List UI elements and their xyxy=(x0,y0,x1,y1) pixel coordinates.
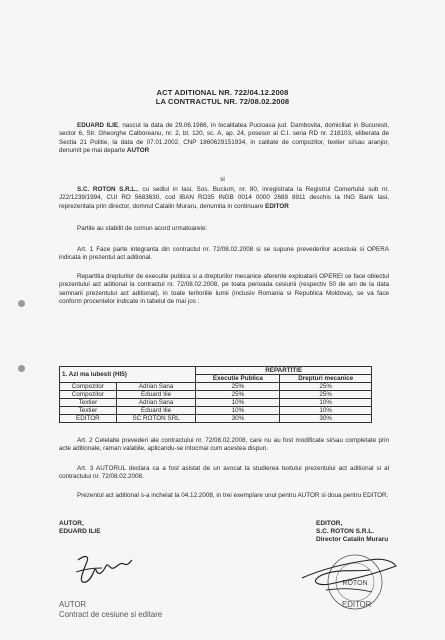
row-role: Textier xyxy=(60,399,117,407)
distribution-paragraph: Repartitia drepturilor de executie publica si a drepturilor mecanice aferente exploatarii OPEREI ce face obiectul prezentului act aditional la contractul nr. 72/08.02.2008, pe toata perioada cesiunii (respectiv 50 de ani de la data semnarii prezentului act aditional), in toate teritoriile lumii (inclusiv Romania si Republica Moldova), se va face conform procentelor indicate in tabelul de mai jos : xyxy=(59,273,389,305)
author-name: EDUARD ILIE xyxy=(77,122,119,129)
row-mech: 10% xyxy=(280,399,372,407)
document-subtitle: LA CONTRACTUL NR. 72/08.02.2008 xyxy=(155,97,290,106)
author-details: , nascut la data de 29.06.1986, in localitatea Pucioasa jud. Dambovita, domiciliat in Bucuresti, sector 6, Str. Gheorghe Calboreanu, nr. 2, bl. 120, sc. A, ap. 24, posesor al C.I. seria RD nr. 218103, eliberata de Sectia 21 Politie, la data de 07.01.2002, CNP 1860629151934, in calitate de compozitor, textier si/sau aranjor, denumit pe mai departe xyxy=(59,122,390,154)
row-mech: 30% xyxy=(280,415,372,423)
row-name: SC ROTON SRL xyxy=(116,415,196,423)
agreement-line: Partile au stabilit de comun acord urmatoarele: xyxy=(77,225,208,232)
row-role: Compozitor xyxy=(60,383,117,391)
editor-signature-label xyxy=(316,520,388,544)
article-2: Art. 2 Celelalte prevederi ale contractului nr. 72/08.02.2008, care nu au fost modificate si/sau completate prin acte aditionale, raman valabile, aplicandu-se intocmai cum acestea dispun. xyxy=(59,437,389,453)
row-role: EDITOR xyxy=(60,415,117,423)
row-exec: 25% xyxy=(196,383,280,391)
row-name: Adrian Sana xyxy=(116,383,196,391)
footer-author: AUTOR xyxy=(59,600,87,609)
rights-table xyxy=(59,366,372,423)
col-exec-header: Executie Publica xyxy=(196,375,280,383)
row-name: Eduard Ilie xyxy=(116,391,196,399)
editor-sig-line3: Director Catalin Muraru xyxy=(316,536,389,543)
row-exec: 30% xyxy=(196,415,280,423)
repartitie-header: REPARTITIE xyxy=(196,367,372,375)
col-mech-header: Drepturi mecanice xyxy=(280,375,372,383)
song-title: 1. Azi ma iubesti (HI5) xyxy=(60,367,196,383)
row-exec: 25% xyxy=(196,391,280,399)
row-exec: 10% xyxy=(196,399,280,407)
conjunction: si xyxy=(220,176,225,183)
editor-name: S.C. ROTON S.R.L. xyxy=(77,186,138,193)
author-role: AUTOR xyxy=(126,146,150,154)
document-title: ACT ADITIONAL NR. 722/04.12.2008 xyxy=(156,88,289,97)
editor-sig-line1: EDITOR, xyxy=(316,520,343,527)
row-name: Adrian Sana xyxy=(116,399,196,407)
closing-paragraph: Prezentul act aditional s-a incheiat la 04.12.2008, in trei exemplare unul pentru AUTOR si doua pentru EDITOR. xyxy=(77,492,389,499)
binder-hole-icon xyxy=(18,300,25,307)
row-exec: 10% xyxy=(196,407,280,415)
row-mech: 25% xyxy=(280,391,372,399)
editor-details: , cu sediul in Iasi, Sos. Bucium, nr. 80, inregistrata la Registrul Comertului sub nr. J22/1239/1994, CUI RO 5683630, cod IBAN RO35 INGB 0014 0000 2689 8911 deschis la ING Bank Iasi, reprezentata prin director, domnul Catalin Muraru, denumita in continuare xyxy=(59,186,389,210)
author-party-paragraph xyxy=(59,122,389,155)
table-row xyxy=(60,399,372,407)
row-role: Compozitor xyxy=(60,391,117,399)
table-header-row xyxy=(60,367,372,375)
editor-party-paragraph xyxy=(59,186,389,211)
table-row xyxy=(60,415,372,423)
row-mech: 10% xyxy=(280,407,372,415)
row-role: Textier xyxy=(60,407,117,415)
author-sig-line1: AUTOR, xyxy=(59,520,84,527)
article-1: Art. 1 Face parte integranta din contractul nr. 72/08.02.2008 si se supune prevederilor acestuia si OPERA indicata in prezentul act aditional. xyxy=(59,246,389,262)
footer-editor: EDITOR xyxy=(342,600,372,609)
binder-hole-icon xyxy=(18,365,25,372)
table-row xyxy=(60,407,372,415)
author-signature xyxy=(72,552,134,588)
stamp-text: ROTON xyxy=(342,580,368,587)
article-3: Art. 3 AUTORUL declara ca a fost asistat de un avocat la studierea textului prezentului act aditional si al contractului nr. 72/08.02.2008. xyxy=(59,465,389,481)
editor-sig-line2: S.C. ROTON S.R.L. xyxy=(316,528,375,535)
author-signature-label xyxy=(59,520,101,536)
row-mech: 25% xyxy=(280,383,372,391)
row-name: Eduard Ilie xyxy=(116,407,196,415)
editor-role: EDITOR xyxy=(265,202,289,210)
footer-left xyxy=(59,600,162,620)
table-row xyxy=(60,391,372,399)
footer-contract-type: Contract de cesiune si editare xyxy=(59,610,163,619)
table-row xyxy=(60,383,372,391)
author-sig-line2: EDUARD ILIE xyxy=(59,528,101,535)
